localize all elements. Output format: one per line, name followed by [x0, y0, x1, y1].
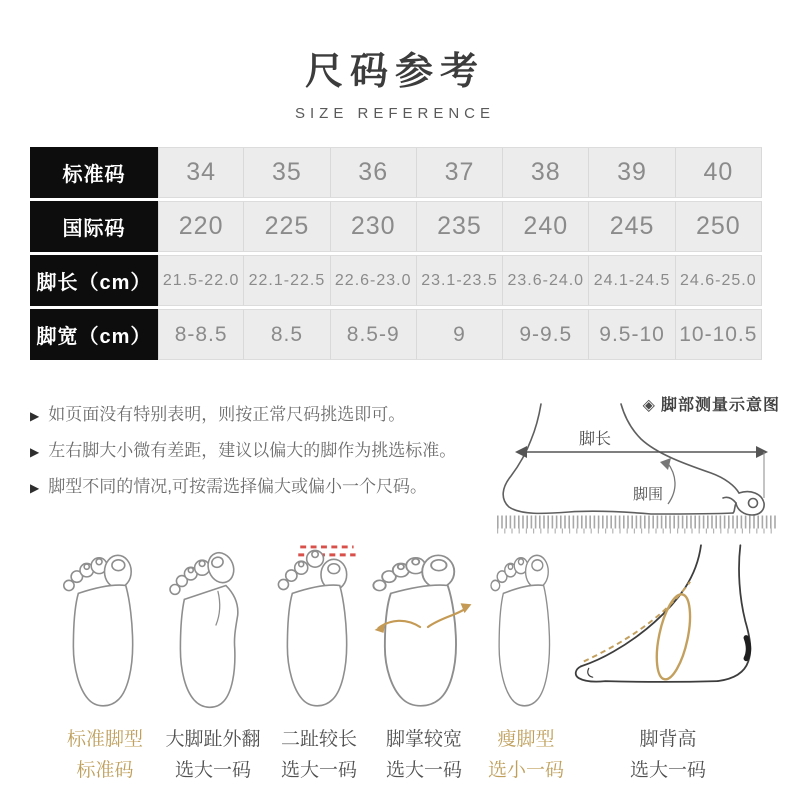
foot-type-name: 大脚趾外翻: [165, 729, 261, 750]
foot-type-advice: 标准码: [76, 760, 134, 782]
instep-girth-ellipse: [650, 591, 696, 682]
wide-foot-illustration: [370, 542, 478, 710]
foot-type-long-second-toe: [266, 542, 372, 787]
high-instep-foot-illustration: [572, 542, 764, 710]
standard-foot-illustration: [58, 542, 153, 710]
table-cell: 225: [244, 201, 330, 252]
foot-type-name: 标准脚型: [66, 729, 143, 750]
table-cell: 22.6-23.0: [331, 255, 417, 306]
table-cell: 240: [503, 201, 589, 252]
table-cell: 8.5-9: [331, 309, 417, 360]
table-cell: 37: [417, 147, 503, 198]
row-header-foot-width: 脚宽（cm）: [30, 309, 158, 360]
note-item: [30, 440, 500, 463]
table-cell: 8.5: [244, 309, 330, 360]
foot-length-label: 脚长: [579, 431, 612, 448]
diagram-caption: [643, 392, 780, 415]
foot-type-advice: 选大一码: [174, 760, 251, 782]
foot-type-wide: [368, 542, 480, 787]
foot-type-advice: 选大一码: [629, 760, 706, 782]
instep-dashed-line: [584, 582, 690, 662]
foot-type-label: [160, 724, 266, 787]
table-cell: 220: [158, 201, 244, 252]
foot-type-label: [568, 724, 768, 787]
note-text: 脚型不同的情况,可按需选择偏大或偏小一个尺码。: [48, 476, 427, 496]
table-cell: 23.6-24.0: [503, 255, 589, 306]
table-cell: 23.1-23.5: [417, 255, 503, 306]
foot-type-bunion: [160, 542, 266, 787]
foot-type-name: 二趾较长: [280, 729, 357, 750]
foot-type-label: [266, 724, 372, 787]
foot-measurement-diagram: [482, 386, 788, 536]
table-cell: 39: [589, 147, 675, 198]
table-cell: 21.5-22.0: [158, 255, 244, 306]
side-foot-outline: [576, 545, 751, 682]
red-dashed-lines: [298, 547, 355, 555]
table-cell: 40: [676, 147, 762, 198]
table-cell: 35: [244, 147, 330, 198]
table-cell: 22.1-22.5: [244, 255, 330, 306]
table-cell: 235: [417, 201, 503, 252]
foot-type-slim: [474, 542, 578, 787]
note-text: 如页面没有特别表明，则按正常尺码挑选即可。: [48, 405, 406, 424]
table-cell: 36: [331, 147, 417, 198]
table-cell: 24.6-25.0: [676, 255, 762, 306]
foot-type-label: [52, 724, 158, 787]
foot-type-label: [368, 724, 480, 787]
row-header-foot-length: 脚长（cm）: [30, 255, 158, 306]
foot-type-advice: 选大一码: [280, 760, 357, 782]
page-subtitle: SIZE REFERENCE: [294, 105, 496, 122]
header: [0, 40, 790, 122]
bunion-foot-illustration: [166, 542, 261, 710]
foot-type-high-instep: [568, 542, 768, 787]
note-item: [30, 404, 500, 427]
foot-type-advice: 选小一码: [487, 760, 564, 782]
foot-type-name: 脚背高: [639, 729, 697, 750]
table-cell: 8-8.5: [158, 309, 244, 360]
diamond-icon: ◈: [642, 395, 656, 414]
table-cell: 38: [503, 147, 589, 198]
foot-type-label: [474, 724, 578, 787]
triangle-bullet-icon: ▶: [30, 480, 40, 495]
table-cell: 245: [589, 201, 675, 252]
table-cell: 9: [417, 309, 503, 360]
slim-foot-illustration: [479, 542, 574, 710]
triangle-bullet-icon: ▶: [30, 444, 40, 459]
size-table: [30, 147, 762, 360]
foot-type-standard: [52, 542, 158, 787]
row-header-intl-size: 国际码: [30, 201, 158, 252]
foot-type-advice: 选大一码: [385, 760, 462, 782]
foot-type-name: 脚掌较宽: [385, 729, 462, 750]
table-cell: 250: [676, 201, 762, 252]
foot-girth-label: 脚围: [633, 486, 664, 503]
note-item: [30, 476, 500, 499]
heel-mark: [746, 638, 748, 659]
diagram-caption-text: 脚部测量示意图: [660, 397, 780, 414]
table-cell: 10-10.5: [676, 309, 762, 360]
table-cell: 230: [331, 201, 417, 252]
row-header-standard-size: 标准码: [30, 147, 158, 198]
foot-type-name: 瘦脚型: [497, 729, 555, 750]
table-cell: 34: [158, 147, 244, 198]
table-cell: 9.5-10: [589, 309, 675, 360]
table-cell: 24.1-24.5: [589, 255, 675, 306]
notes-list: [30, 404, 500, 512]
long-second-toe-foot-illustration: [272, 542, 367, 710]
page-title: 尺码参考: [304, 51, 485, 93]
triangle-bullet-icon: ▶: [30, 409, 40, 423]
note-text: 左右脚大小微有差距，建议以偏大的脚作为挑选标准。: [48, 440, 457, 460]
table-cell: 9-9.5: [503, 309, 589, 360]
